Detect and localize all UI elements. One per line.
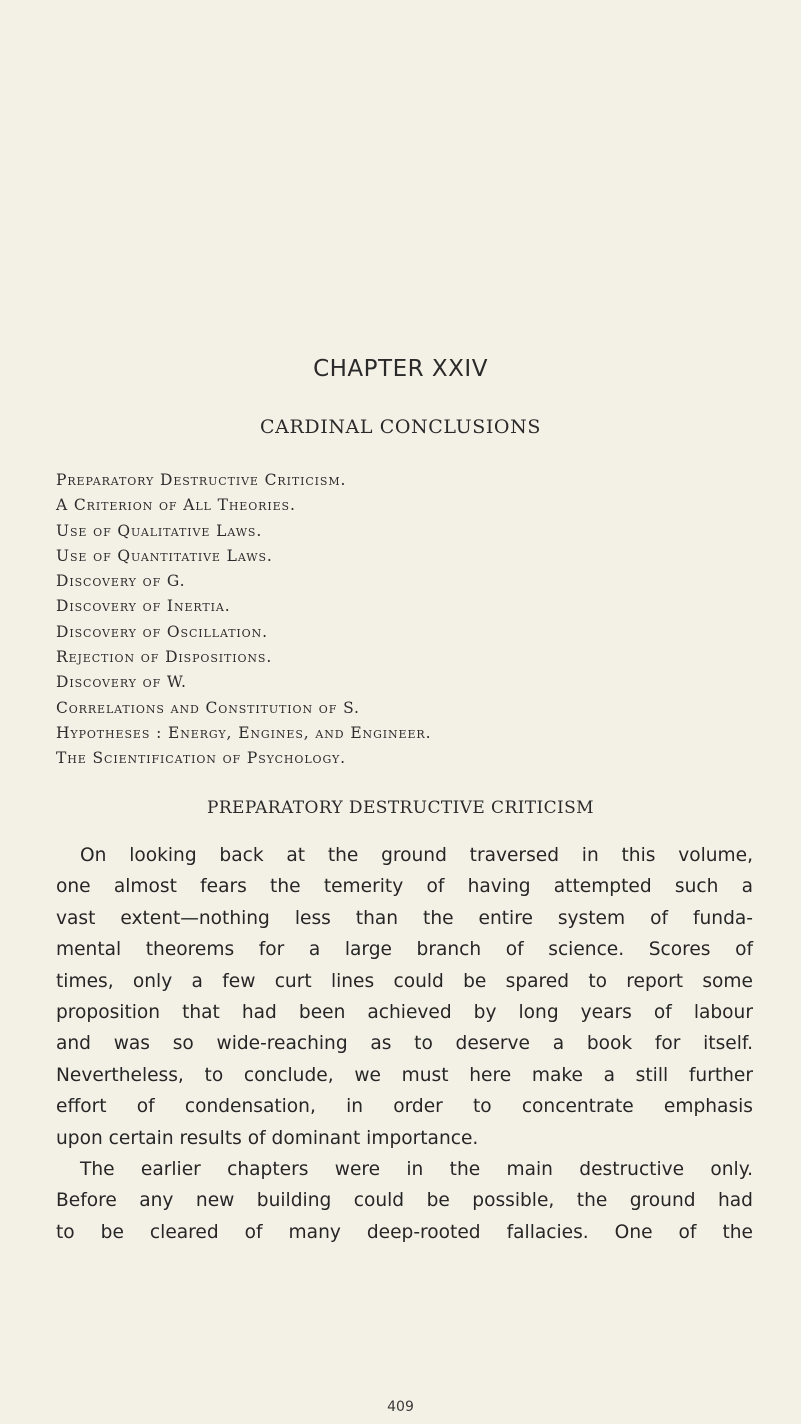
body-line: Before any new building could be possible, the ground had <box>56 1190 753 1212</box>
chapter-contents-list <box>56 468 776 772</box>
page-number: 409 <box>387 1399 414 1415</box>
body-line: times, only a few curt lines could be spared to report some <box>56 970 753 992</box>
contents-item: Discovery of Oscillation. <box>56 622 268 641</box>
contents-item: Discovery of W. <box>56 673 187 692</box>
section-heading: PREPARATORY DESTRUCTIVE CRITICISM <box>207 798 594 818</box>
chapter-number: CHAPTER XXIV <box>313 356 488 382</box>
contents-item: Rejection of Dispositions. <box>56 648 273 667</box>
contents-item: Correlations and Constitution of S. <box>56 698 360 717</box>
body-line: upon certain results of dominant importance. <box>56 1127 479 1149</box>
body-line: effort of condensation, in order to concentrate emphasis <box>56 1096 753 1118</box>
body-line: The earlier chapters were in the main destructive only. <box>80 1158 753 1180</box>
body-line: Nevertheless, to conclude, we must here make a still further <box>56 1064 753 1086</box>
body-line: and was so wide-reaching as to deserve a book for itself. <box>56 1033 753 1055</box>
body-text <box>56 840 753 1248</box>
body-line: to be cleared of many deep-rooted fallacies. One of the <box>56 1221 753 1243</box>
contents-item: Discovery of Inertia. <box>56 597 231 616</box>
contents-item: Use of Qualitative Laws. <box>56 521 263 540</box>
contents-item: The Scientification of Psychology. <box>56 749 346 768</box>
body-line: On looking back at the ground traversed in this volume, <box>80 845 753 866</box>
contents-item: Use of Quantitative Laws. <box>56 546 273 565</box>
chapter-title: CARDINAL CONCLUSIONS <box>260 416 541 438</box>
body-line: mental theorems for a large branch of science. Scores of <box>56 939 753 961</box>
contents-item: Hypotheses : Energy, Engines, and Engineer. <box>56 723 432 742</box>
contents-item: Discovery of G. <box>56 572 186 591</box>
body-line: proposition that had been achieved by long years of labour <box>56 1001 753 1023</box>
body-line: one almost fears the temerity of having attempted such a <box>56 876 753 898</box>
body-line: vast extent—nothing less than the entire system of funda- <box>56 907 753 929</box>
contents-item: A Criterion of All Theories. <box>56 496 296 515</box>
contents-item: Preparatory Destructive Criticism. <box>56 471 347 489</box>
